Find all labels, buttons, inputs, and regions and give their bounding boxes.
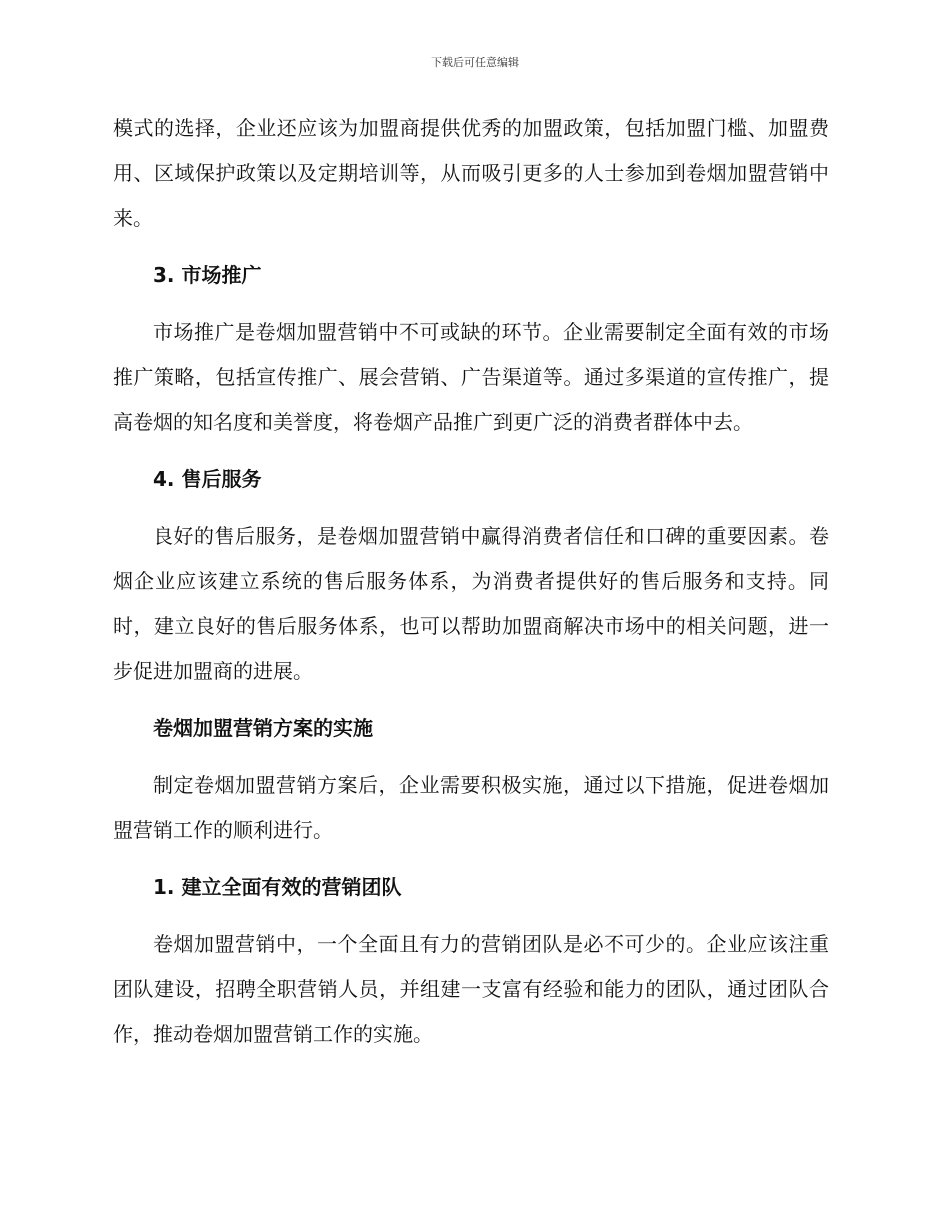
heading-market-promotion: 3. 市场推广	[153, 263, 262, 287]
heading-after-sales: 4. 售后服务	[153, 467, 262, 491]
paragraph-franchise-policy: 模式的选择，企业还应该为加盟商提供优秀的加盟政策，包括加盟门槛、加盟费用、区域保护政策以及定期培训等，从而吸引更多的人士参加到卷烟加盟营销中来。	[113, 116, 829, 230]
paragraph-implementation: 制定卷烟加盟营销方案后，企业需要积极实施，通过以下措施，促进卷烟加盟营销工作的顺利进行。	[113, 773, 829, 842]
heading-marketing-team: 1. 建立全面有效的营销团队	[153, 875, 402, 899]
paragraph-marketing-team: 卷烟加盟营销中，一个全面且有力的营销团队是必不可少的。企业应该注重团队建设，招聘全职营销人员，并组建一支富有经验和能力的团队，通过团队合作，推动卷烟加盟营销工作的实施。	[113, 932, 829, 1046]
paragraph-market-promotion: 市场推广是卷烟加盟营销中不可或缺的环节。企业需要制定全面有效的市场推广策略，包括宣传推广、展会营销、广告渠道等。通过多渠道的宣传推广，提高卷烟的知名度和美誉度，将卷烟产品推广到更广泛的消费者群体中去。	[113, 320, 829, 434]
page-header: 下载后可任意编辑	[431, 56, 519, 69]
document-body	[113, 106, 829, 1057]
heading-implementation: 卷烟加盟营销方案的实施	[153, 716, 373, 740]
paragraph-after-sales: 良好的售后服务，是卷烟加盟营销中赢得消费者信任和口碑的重要因素。卷烟企业应该建立系统的售后服务体系，为消费者提供好的售后服务和支持。同时，建立良好的售后服务体系，也可以帮助加盟商解决市场中的相关问题，进一步促进加盟商的进展。	[113, 524, 829, 683]
